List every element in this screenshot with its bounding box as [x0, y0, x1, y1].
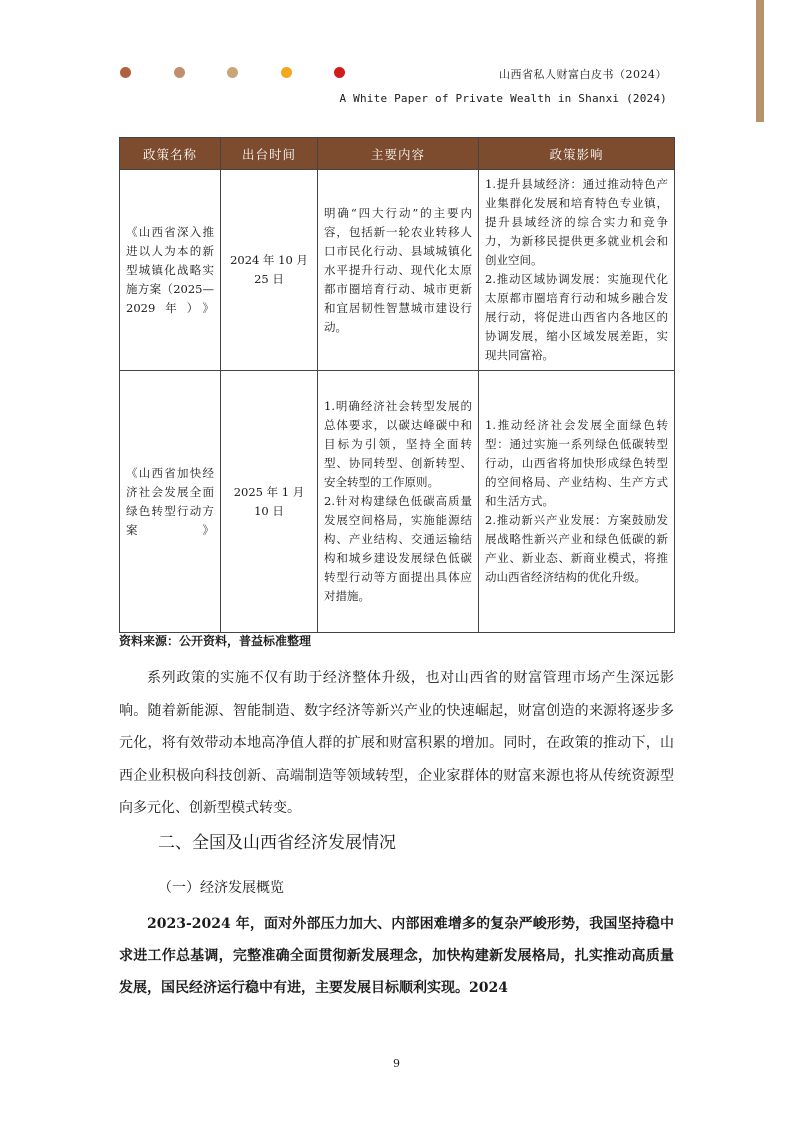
page-number: 9	[393, 1057, 400, 1070]
policy-table	[119, 137, 675, 633]
policy-impact-cell	[479, 170, 675, 371]
column-header-main-content: 主要内容	[318, 138, 479, 170]
column-header-policy-name: 政策名称	[120, 138, 221, 170]
issue-date-cell: 2025 年 1 月 10 日	[221, 371, 318, 633]
header-dot	[334, 67, 345, 78]
body-paragraph: 2023-2024 年，面对外部压力加大、内部困难增多的复杂严峻形势，我国坚持稳中求进工作总基调，完整准确全面贯彻新发展理念，加快构建新发展格局，扎实推动高质量发展，国民经济运行稳中有进，主要发展目标顺利实现。2024	[119, 916, 674, 996]
table-header-row	[120, 138, 675, 170]
main-content-cell	[318, 170, 479, 371]
header-dot	[174, 67, 185, 78]
column-header-policy-impact: 政策影响	[479, 138, 675, 170]
main-content-item: 2.针对构建绿色低碳高质量发展空间格局，实施能源结构、产业结构、交通运输结构和城乡建设发展绿色低碳转型行动等方面提出具体应对措施。	[324, 494, 472, 603]
header-dot	[281, 67, 292, 78]
body-paragraph: 系列政策的实施不仅有助于经济整体升级，也对山西省的财富管理市场产生深远影响。随着新能源、智能制造、数字经济等新兴产业的快速崛起，财富创造的来源将逐步多元化，将有效带动本地高净值人群的扩展和财富积累的增加。同时，在政策的推动下，山西企业积极向科技创新、高端制造等领域转型，企业家群体的财富来源也将从传统资源型向多元化、创新型模式转变。	[119, 670, 674, 816]
main-content-cell	[318, 371, 479, 633]
main-content-text: 明确“四大行动”的主要内容，包括新一轮农业转移人口市民化行动、县域城镇化水平提升行动、现代化太原都市圈培育行动、城市更新和宜居韧性智慧城市建设行动。	[324, 205, 472, 334]
decorative-side-bar	[756, 0, 764, 122]
subsection-heading: （一）经济发展概览	[158, 880, 284, 896]
policy-impact-item: 1.提升县域经济：通过推动特色产业集群化发展和培育特色专业镇，提升县域经济的综合实力和竞争力，为新移民提供更多就业机会和创业空间。	[485, 177, 668, 267]
policy-impact-item: 1.推动经济社会发展全面绿色转型：通过实施一系列绿色低碳转型行动，山西省将加快形成绿色转型的空间格局、产业结构、生产方式和生活方式。	[485, 418, 668, 508]
policy-name-cell: 《山西省加快经济社会发展全面绿色转型行动方案》	[120, 371, 221, 633]
header-dot	[120, 67, 131, 78]
policy-impact-cell	[479, 371, 675, 633]
policy-impact-item: 2.推动新兴产业发展：方案鼓励发展战略性新兴产业和绿色低碳的新产业、新业态、新商业模式，将推动山西省经济结构的优化升级。	[485, 513, 668, 584]
header-title-cn: 山西省私人财富白皮书（2024）	[499, 68, 667, 81]
policy-impact-item: 2.推动区域协调发展：实施现代化太原都市圈培育行动和城乡融合发展行动，将促进山西省内各地区的协调发展，缩小区域发展差距，实现共同富裕。	[485, 272, 668, 362]
section-heading: 二、全国及山西省经济发展情况	[158, 833, 396, 853]
table-row	[120, 371, 675, 633]
column-header-issue-date: 出台时间	[221, 138, 318, 170]
main-content-item: 1.明确经济社会转型发展的总体要求，以碳达峰碳中和目标为引领，坚持全面转型、协同转型、创新转型、安全转型的工作原则。	[324, 399, 472, 489]
table-row	[120, 170, 675, 371]
policy-name-cell: 《山西省深入推进以人为本的新型城镇化战略实施方案（2025—2029年）》	[120, 170, 221, 371]
header-dot	[227, 67, 238, 78]
table-source-note: 资料来源：公开资料，普益标准整理	[119, 634, 312, 648]
issue-date-cell: 2024 年 10 月 25 日	[221, 170, 318, 371]
header-title-en: A White Paper of Private Wealth in Shanxi (2024)	[339, 92, 667, 105]
